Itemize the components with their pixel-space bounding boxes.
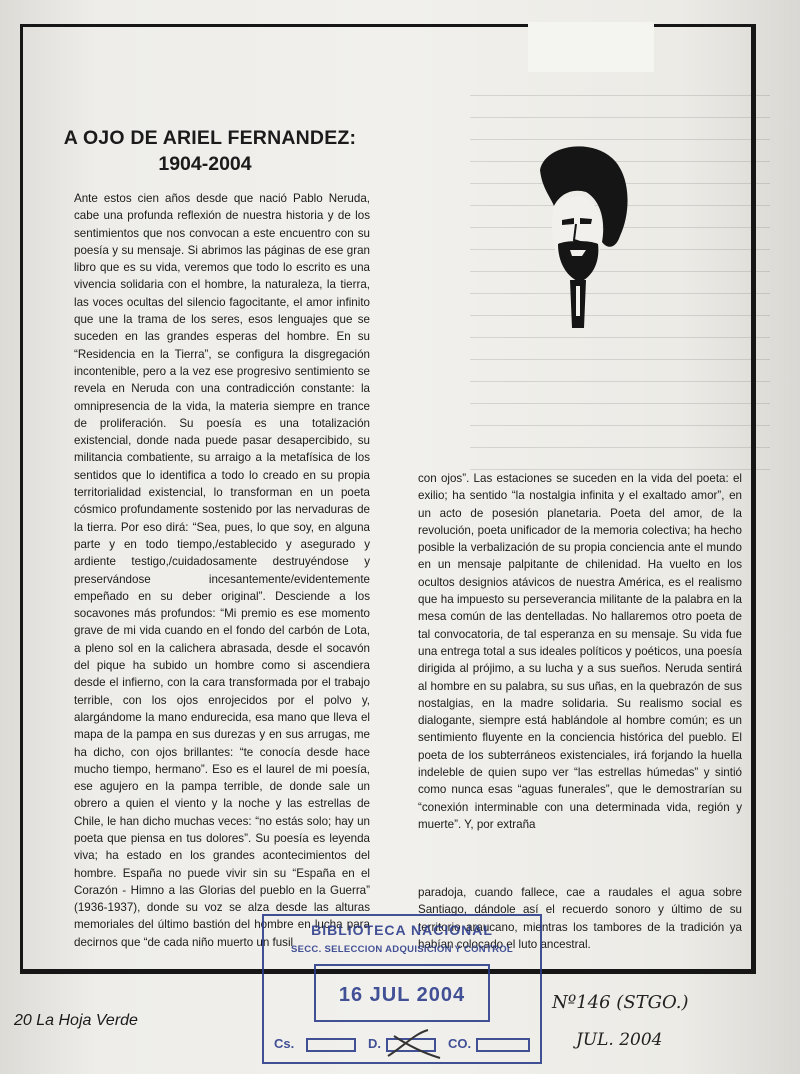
paper-patch	[528, 22, 654, 72]
article-body-right-column-end: paradoja, cuando fallece, cae a raudales el agua sobre Santiago, dándole así el recuerdo sonoro y último de su territorio araucano, mientras los tambores de la tradición ya habían colocado el luto ancestral.	[418, 886, 742, 951]
article-body-right-column: con ojos”. Las estaciones se suceden en la vida del poeta: el exilio; ha sentido “la nostalgia infinita y el exaltado amor”, en un acto de posesión planetaria. Poeta del amor, de la revolución, poeta unificador de la memoria colectiva; ha hecho posible la verbalización de su propia conciencia ante el mundo en un mensaje palpitante de chilenidad. Ha vuelto en los ocultos designios atávicos de nuestra América, es el realismo que ha impuesto su perseverancia militante de la palabra en la mesa común de las dentelladas. No hallaremos otro poeta de tal convocatoria, de tal esperanza en su mensaje. Su vida fue una entrega total a sus ideales políticos y poéticos, una poesía dirigida al prójimo, a su lucha y a sus sueños. Neruda sentirá al hombre en su palabra, su sus uñas, en la quebrazón de sus nostalgias, en la madre solidaria. Su realismo social es dialogante, siempre está hablándole al hombre común; es un sentimiento fluyente en la conciencia histórica del pueblo. El poeta de los subterráneos existenciales, irá forjando la huella indeleble de quien supo ver “las estrellas húmedas” y sintió como nunca esas “aguas funerales”, que le demostrarían su “conexión interminable con una determinada vida, región y muerte”. Y, por extraña	[418, 472, 742, 831]
stamp-field-cs: Cs.	[274, 1036, 295, 1051]
library-stamp	[262, 914, 542, 1064]
handwritten-issue-number: Nº146 (STGO.)	[552, 992, 689, 1013]
stamp-box-co	[476, 1038, 530, 1052]
stamp-handwritten-mark	[384, 1026, 444, 1062]
neruda-portrait-image	[520, 140, 635, 330]
article-body-left-column: Ante estos cien años desde que nació Pablo Neruda, cabe una profunda reflexión de nuestra historia y de los sentimientos que nos convocan a este encuentro con su poesía y su mensaje. Si abrimos las páginas de ese gran libro que es su vida, veremos que todo lo escrito es una vivencia solidaria con el hombre, la naturaleza, la tierra, las voces ocultas del silencio fagocitante, el amor infinito que une la trama de los seres, esos lenguajes que se suceden en las grandes esperas del hombre. En su “Residencia en la Tierra”, se configura la disgregación incontenible, pero a la vez ese progresivo sentimiento se revela en Neruda con una contradicción constante: la omnipresencia de la vida, la materia siempre en trance de proliferación. Su poesía es una totalización existencial, donde nada puede pasar desapercibido, su militancia combatiente, su arraigo a la metafísica de los sentidos que lo identifica a todo lo creado en su propia territorialidad existencial, lo transforman en un poeta cósmico profundamente sostenido por las nervaduras de la tierra. Por eso dirá: “Sea, pues, lo que soy, en alguna parte y en todo tiempo,/establecido y asegurado y ardiente testigo,/cuidadosamente destruyéndose y preservándose incesantemente/evidentemente empeñado en su deber original”. Desciende a los socavones más profundos: “Mi premio es ese momento grave de mi vida cuando en el fondo del carbón de Lota, a pleno sol en la calichera abrasada, desde el socavón del pique ha subido un hombre como si ascendiera desde el infierno, con la cara transformada por el trabajo terrible, con los ojos enrojecidos por el polvo y, alargándome la mano endurecida, esa mano que lleva el mapa de la pampa en sus durezas y en sus arrugas, me ha dicho, con ojos brillantes: “te conocía desde hace mucho tiempo, hermano”. Eso es el laurel de mi poesía, ese agujero en la pampa terrible, de donde sale un obrero a quien el viento y la noche y las estrellas de Chile, le han dicho muchas veces: “no estás solo; hay un poeta que piensa en tus dolores”. Su poesía es leyenda viva; ha estado en los grandes acontecimientos del hombre. España no puede vivir sin su “España en el Corazón - Himno a las Glorias del pueblo en la Guerra” (1936-1937), donde su voz se alza desde las alturas memoriales del último bastión del hombre en lucha para decirnos que “de cada niño muerto un fusil	[74, 192, 370, 949]
stamp-field-co: CO.	[448, 1036, 472, 1051]
title-line-1: A OJO DE ARIEL FERNANDEZ:	[63, 127, 357, 149]
page-footer-label: 20 La Hoja Verde	[14, 1012, 138, 1029]
stamp-field-d: D.	[368, 1036, 381, 1051]
stamp-date: 16 JUL 2004	[338, 984, 466, 1006]
stamp-subtitle: SECC. SELECCION ADQUISICION Y CONTROL	[290, 944, 514, 955]
stamp-title: BIBLIOTECA NACIONAL	[311, 922, 493, 938]
stamp-box-cs	[306, 1038, 356, 1052]
article-title	[40, 125, 380, 177]
title-line-2: 1904-2004	[158, 153, 252, 175]
handwritten-date: JUL. 2004	[576, 1030, 663, 1050]
